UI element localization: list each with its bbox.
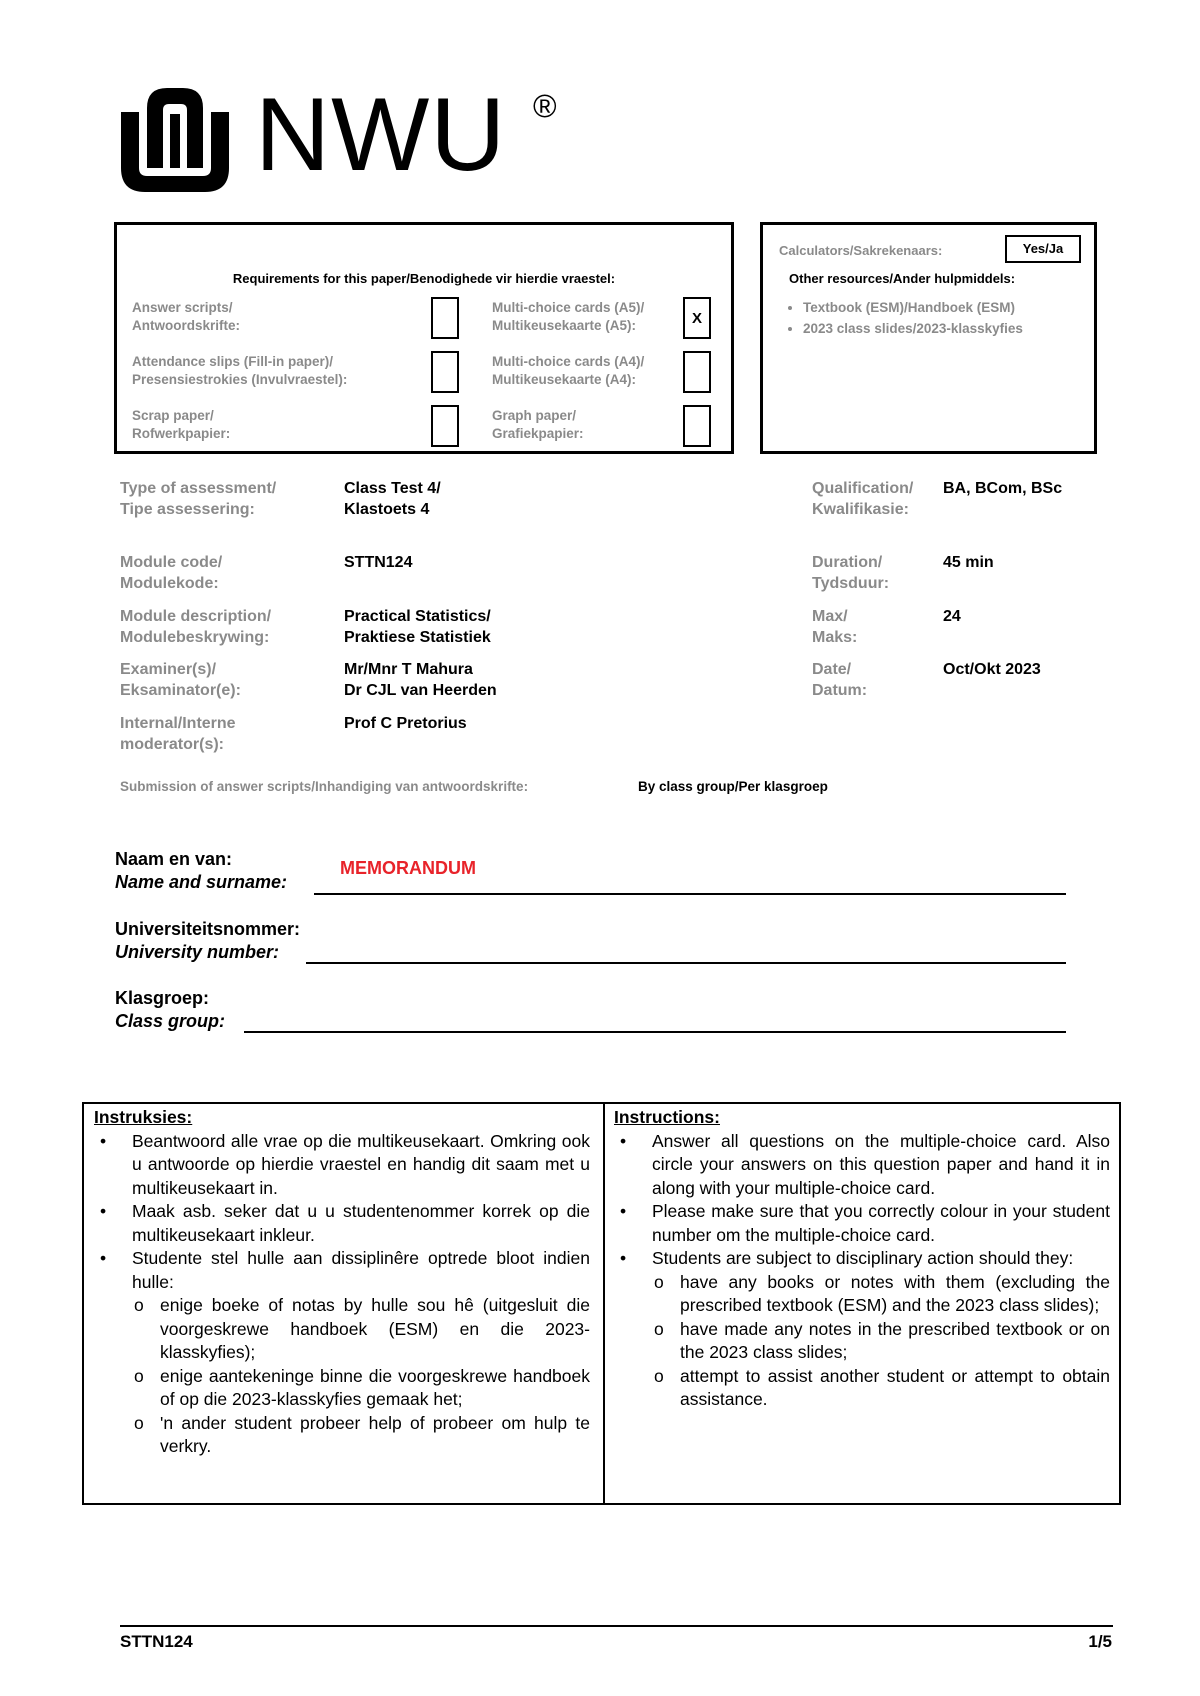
date-value: Oct/Okt 2023 bbox=[943, 661, 1041, 678]
label-en: Name and surname: bbox=[115, 872, 288, 892]
moderator-label bbox=[120, 713, 236, 755]
label-line: Modulebeskrywing: bbox=[120, 629, 270, 646]
resource-item: • 2023 class slides/2023-klasskyfies bbox=[803, 318, 1023, 339]
attendance-checkbox[interactable] bbox=[431, 351, 459, 393]
label-line: Date/ bbox=[812, 661, 852, 678]
module-code-value: STTN124 bbox=[344, 554, 413, 571]
label-line: Scrap paper/ bbox=[132, 408, 214, 423]
answer-scripts-label bbox=[132, 299, 240, 335]
instruction-text: Please make sure that you correctly colour in your student number om the multiple-choice card. bbox=[652, 1201, 1110, 1245]
logo-wordmark: NWU bbox=[255, 77, 507, 193]
university-number-label bbox=[115, 918, 300, 964]
instruction-list bbox=[614, 1130, 1110, 1412]
label-line: Internal/Interne bbox=[120, 715, 236, 732]
module-description-value bbox=[344, 606, 491, 648]
label-en: Class group: bbox=[115, 1011, 226, 1031]
instructions-afrikaans bbox=[94, 1106, 590, 1459]
instruction-item: • Students are subject to disciplinary action should they: o have any books or notes with them (excluding the prescribed textbook (ESM) and the 2023 class slides); o have made any notes in the prescribed textbook or on the 2023 class slides; o attempt to assist another student or attempt to obtain assistance. bbox=[614, 1247, 1110, 1412]
label-line: Tipe assessering: bbox=[120, 501, 255, 518]
moderator-value: Prof C Pretorius bbox=[344, 715, 467, 732]
label-line: Qualification/ bbox=[812, 480, 914, 497]
label-line: Attendance slips (Fill-in paper)/ bbox=[132, 354, 334, 369]
label-line: Multi-choice cards (A5)/ bbox=[492, 300, 645, 315]
type-value bbox=[344, 478, 441, 520]
duration-value: 45 min bbox=[943, 554, 994, 571]
instruction-subitem: o enige boeke of notas by hulle sou hê (uitgesluit die voorgeskrewe handboek (ESM) en die 2023-klasskyfies); bbox=[134, 1295, 590, 1362]
label-line: Antwoordskrifte: bbox=[132, 318, 240, 333]
instruction-text: Studente stel hulle aan dissiplinêre optrede bloot indien hulle: bbox=[132, 1248, 590, 1292]
instruction-text: Beantwoord alle vrae op die multikeusekaart. Omkring ook u antwoorde op hierdie vraestel en handig dit saam met u multikeusekaart in. bbox=[132, 1130, 590, 1198]
label-line: Module description/ bbox=[120, 608, 272, 625]
label-line: Multikeusekaarte (A5): bbox=[492, 318, 637, 333]
label-line: Tydsduur: bbox=[812, 575, 890, 592]
examiner-label bbox=[120, 659, 241, 701]
module-code-label bbox=[120, 552, 222, 594]
calculators-value: Yes/Ja bbox=[1005, 235, 1081, 263]
instruction-text: have made any notes in the prescribed textbook or on the 2023 class slides; bbox=[680, 1318, 1110, 1362]
submission-label: Submission of answer scripts/Inhandiging van antwoordskrifte: bbox=[120, 779, 529, 794]
qualification-value: BA, BCom, BSc bbox=[943, 480, 1063, 497]
footer-rule bbox=[120, 1625, 1113, 1627]
submission-value: By class group/Per klasgroep bbox=[638, 779, 828, 794]
answer-scripts-checkbox[interactable] bbox=[431, 297, 459, 339]
instructions-table bbox=[82, 1102, 1121, 1505]
instructions-heading-en: Instructions: bbox=[614, 1107, 720, 1127]
requirements-box bbox=[114, 222, 734, 454]
label-line: Maks: bbox=[812, 629, 858, 646]
examiner-value bbox=[344, 659, 497, 701]
mc-a4-checkbox[interactable] bbox=[683, 351, 711, 393]
instruction-item: • Maak asb. seker dat u u studentenommer korrek op die multikeusekaart inkleur. bbox=[100, 1201, 590, 1245]
graph-paper-label bbox=[492, 407, 584, 443]
mc-a4-label bbox=[492, 353, 644, 389]
other-resources-label: Other resources/Ander hulpmiddels: bbox=[789, 271, 1016, 286]
max-label bbox=[812, 606, 857, 648]
label-line: Modulekode: bbox=[120, 575, 219, 592]
label-line: moderator(s): bbox=[120, 736, 225, 753]
value-line: Practical Statistics/ bbox=[344, 608, 491, 625]
resources-box bbox=[760, 222, 1097, 454]
duration-label bbox=[812, 552, 889, 594]
instruction-text: enige aantekeninge binne die voorgeskrewe handboek of op die 2023-klasskyfies gemaak het; bbox=[160, 1365, 590, 1409]
university-number-line[interactable] bbox=[306, 962, 1066, 964]
instruction-item: • Beantwoord alle vrae op die multikeusekaart. Omkring ook u antwoorde op hierdie vraestel en handig dit saam met u multikeusekaart in. bbox=[100, 1130, 590, 1198]
label-line: Datum: bbox=[812, 682, 868, 699]
label-line: Presensiestrokies (Invulvraestel): bbox=[132, 372, 348, 387]
instructions-english bbox=[614, 1106, 1110, 1412]
graph-paper-checkbox[interactable] bbox=[683, 405, 711, 447]
instruction-subitem: o attempt to assist another student or attempt to obtain assistance. bbox=[654, 1365, 1110, 1409]
name-field-label bbox=[115, 848, 287, 894]
value-line: Mr/Mnr T Mahura bbox=[344, 661, 473, 678]
label-line: Max/ bbox=[812, 608, 848, 625]
instruction-list bbox=[94, 1130, 590, 1459]
footer-page-number: 1/5 bbox=[1088, 1632, 1112, 1651]
instruction-subitem: o 'n ander student probeer help of probeer om hulp te verkry. bbox=[134, 1412, 590, 1456]
instruction-item: • Please make sure that you correctly colour in your student number om the multiple-choice card. bbox=[620, 1201, 1110, 1245]
instruction-text: enige boeke of notas by hulle sou hê (uitgesluit die voorgeskrewe handboek (ESM) en die 2023-klasskyfies); bbox=[160, 1295, 590, 1362]
resources-list bbox=[789, 297, 1023, 339]
instruction-text: Answer all questions on the multiple-choice card. Also circle your answers on this question paper and hand it in along with your multiple-choice card. bbox=[652, 1130, 1110, 1198]
label-af: Klasgroep: bbox=[115, 988, 210, 1008]
value-line: Praktiese Statistiek bbox=[344, 629, 491, 646]
calculators-label: Calculators/Sakrekenaars: bbox=[779, 243, 943, 258]
instruction-item: • Answer all questions on the multiple-choice card. Also circle your answers on this question paper and hand it in along with your multiple-choice card. bbox=[620, 1130, 1110, 1198]
type-label bbox=[120, 478, 276, 520]
instruction-subitem: o have made any notes in the prescribed textbook or on the 2023 class slides; bbox=[654, 1318, 1110, 1362]
instruction-text: Maak asb. seker dat u u studentenommer korrek op die multikeusekaart inkleur. bbox=[132, 1201, 590, 1245]
label-line: Multi-choice cards (A4)/ bbox=[492, 354, 645, 369]
scrap-paper-checkbox[interactable] bbox=[431, 405, 459, 447]
label-line: Duration/ bbox=[812, 554, 883, 571]
instruction-sublist bbox=[132, 1294, 590, 1459]
instruction-text: Students are subject to disciplinary action should they: bbox=[652, 1248, 1074, 1268]
class-group-label bbox=[115, 987, 225, 1033]
instruction-subitem: o have any books or notes with them (excluding the prescribed textbook (ESM) and the 2023 class slides); bbox=[654, 1271, 1110, 1315]
name-field-value: MEMORANDUM bbox=[340, 858, 476, 878]
label-line: Eksaminator(e): bbox=[120, 682, 241, 699]
label-af: Universiteitsnommer: bbox=[115, 919, 301, 939]
instruction-text: 'n ander student probeer help of probeer om hulp te verkry. bbox=[160, 1412, 590, 1456]
date-label bbox=[812, 659, 867, 701]
label-en: University number: bbox=[115, 942, 280, 962]
module-description-label bbox=[120, 606, 271, 648]
label-line: Module code/ bbox=[120, 554, 223, 571]
name-field-line[interactable] bbox=[314, 893, 1066, 895]
label-af: Naam en van: bbox=[115, 849, 233, 869]
footer-module-code: STTN124 bbox=[120, 1632, 193, 1651]
label-line: Rofwerkpapier: bbox=[132, 426, 231, 441]
label-line: Graph paper/ bbox=[492, 408, 577, 423]
column-divider bbox=[603, 1104, 605, 1503]
nwu-emblem-icon bbox=[115, 82, 235, 198]
label-line: Grafiekpapier: bbox=[492, 426, 584, 441]
label-line: Examiner(s)/ bbox=[120, 661, 217, 678]
requirements-title: Requirements for this paper/Benodighede vir hierdie vraestel: bbox=[232, 271, 616, 286]
nwu-logo bbox=[115, 77, 585, 202]
instruction-text: have any books or notes with them (excluding the prescribed textbook (ESM) and the 2023 class slides); bbox=[680, 1271, 1110, 1315]
instructions-heading-af: Instruksies: bbox=[94, 1107, 193, 1127]
registered-mark: ® bbox=[533, 88, 557, 124]
label-line: Answer scripts/ bbox=[132, 300, 233, 315]
mc-a5-label bbox=[492, 299, 644, 335]
value-line: Klastoets 4 bbox=[344, 501, 430, 518]
instruction-text: attempt to assist another student or attempt to obtain assistance. bbox=[680, 1365, 1110, 1409]
value-line: Dr CJL van Heerden bbox=[344, 682, 497, 699]
scrap-paper-label bbox=[132, 407, 230, 443]
instruction-item: • Studente stel hulle aan dissiplinêre optrede bloot indien hulle: o enige boeke of notas by hulle sou hê (uitgesluit die voorgeskrewe handboek (ESM) en die 2023-klasskyfies); o enige aantekeninge binne die voorgeskrewe handboek of op die 2023-klasskyfies gemaak het; o 'n ander student probeer help of probeer om hulp te verkry. bbox=[94, 1247, 590, 1459]
instruction-sublist bbox=[652, 1271, 1110, 1412]
qualification-label bbox=[812, 478, 913, 520]
label-line: Multikeusekaarte (A4): bbox=[492, 372, 637, 387]
max-value: 24 bbox=[943, 608, 961, 625]
label-line: Type of assessment/ bbox=[120, 480, 277, 497]
resource-item: • Textbook (ESM)/Handboek (ESM) bbox=[803, 297, 1023, 318]
value-line: Class Test 4/ bbox=[344, 480, 441, 497]
attendance-label bbox=[132, 353, 347, 389]
mc-a5-checkbox[interactable]: X bbox=[683, 297, 711, 339]
instruction-subitem: o enige aantekeninge binne die voorgeskrewe handboek of op die 2023-klasskyfies gemaak het; bbox=[134, 1365, 590, 1409]
class-group-line[interactable] bbox=[244, 1031, 1066, 1033]
label-line: Kwalifikasie: bbox=[812, 501, 909, 518]
